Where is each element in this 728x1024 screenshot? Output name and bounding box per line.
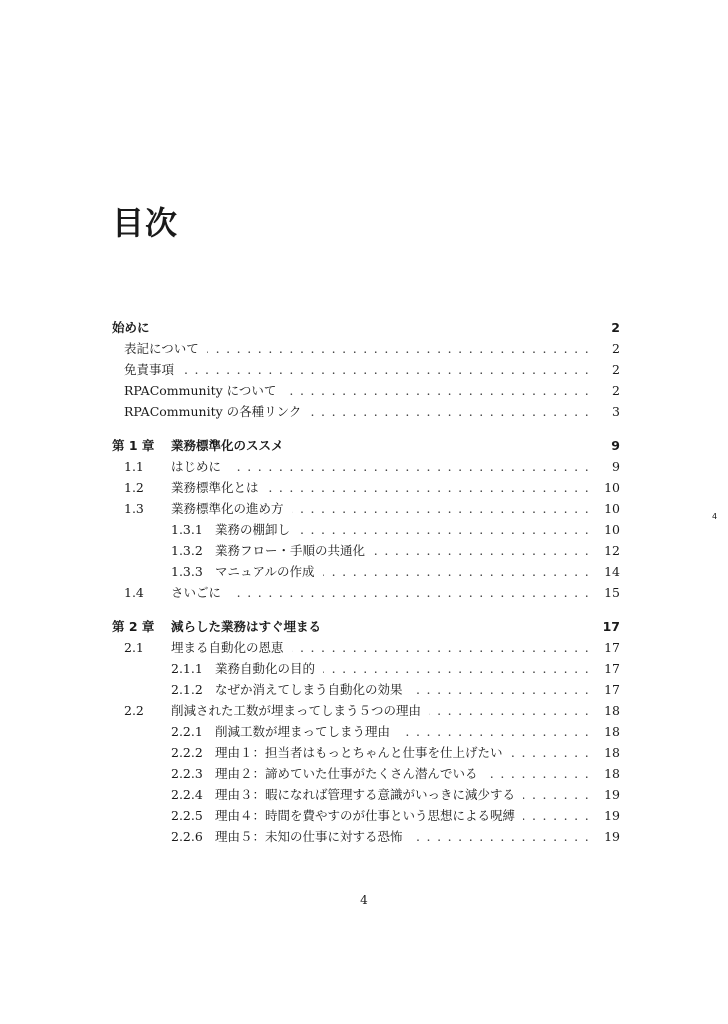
toc-page-number: 19 [604,808,620,823]
toc-entry-text: 免責事項 [124,362,182,377]
toc-subsection-number: 2.2.1 [171,724,203,739]
toc-entry[interactable] [112,338,620,359]
toc-entry-text: マニュアルの作成 [215,564,323,579]
toc-entry[interactable] [112,763,620,784]
toc-chapter-title: 減らした業務はすぐ埋まる [171,619,329,634]
toc-subsection-number: 1.3.3 [171,564,203,579]
toc-entry[interactable] [112,359,620,380]
toc-subsection-number: 2.2.6 [171,829,203,844]
toc-page-number: 17 [602,619,620,634]
toc-entry[interactable] [112,805,620,826]
toc-subsection-number: 2.2.3 [171,766,203,781]
toc-section-number: 2.1 [124,640,144,655]
toc-section-number: 1.4 [124,585,144,600]
toc-page-number: 2 [612,383,620,398]
toc-page-number: 15 [604,585,620,600]
toc-page-number: 17 [604,640,620,655]
toc-section-number: 1.1 [124,459,144,474]
toc-entry[interactable] [112,498,620,519]
toc-subsection-number: 1.3.1 [171,522,203,537]
toc-entry-text: 業務の棚卸し [215,522,298,537]
toc-entry[interactable] [112,679,620,700]
toc-page-number: 9 [611,438,620,453]
toc-entry[interactable] [112,721,620,742]
toc-entry-text: RPACommunity について [124,383,284,398]
toc-page-number: 10 [604,501,620,516]
toc-entry-text: 表記について [124,341,207,356]
page-title: 目次 [112,204,179,242]
toc-page-number: 10 [604,480,620,495]
toc-section-number: 2.2 [124,703,144,718]
toc-chapter-1[interactable] [112,435,620,456]
toc-page-number: 18 [604,724,620,739]
toc-page-number: 17 [604,682,620,697]
toc-entry-text: 埋まる自動化の恩恵 [171,640,292,655]
toc-entry[interactable] [112,380,620,401]
toc-entry[interactable] [112,700,620,721]
toc-entry-text: 削減工数が埋まってしまう理由 [215,724,398,739]
toc-entry-text: 始めに [112,317,590,338]
toc-entry[interactable] [112,561,620,582]
toc-entry-text: 業務自動化の目的 [215,661,323,676]
toc-entry-text: さいごに [171,585,229,600]
toc-entry[interactable] [112,477,620,498]
toc-page-number: 2 [612,341,620,356]
toc-entry[interactable] [112,519,620,540]
toc-entry-text: 削減された工数が埋まってしまう５つの理由 [171,703,429,718]
toc-entry[interactable] [112,637,620,658]
toc-page-number: 17 [604,661,620,676]
toc-entry-text: 理由２：諦めていた仕事がたくさん潜んでいる [215,766,486,781]
toc-page-number: 2 [612,362,620,377]
toc-chapter-title: 業務標準化のススメ [171,438,292,453]
margin-page-marker: 4 [712,512,718,521]
toc-entry[interactable] [112,456,620,477]
toc-page-number: 18 [604,745,620,760]
toc-entry-text: 業務標準化の進め方 [171,501,292,516]
toc-entry-text: 業務フロー・手順の共通化 [215,543,373,558]
toc-entry[interactable] [112,742,620,763]
toc-entry-text: はじめに [171,459,229,474]
toc-entry-text: 理由１：担当者はもっとちゃんと仕事を仕上げたい [215,745,511,760]
toc-front-heading[interactable] [112,317,620,338]
toc-entry[interactable] [112,582,620,603]
toc-page-number: 10 [604,522,620,537]
toc-subsection-number: 1.3.2 [171,543,203,558]
toc-subsection-number: 2.2.5 [171,808,203,823]
toc-entry-text: 理由４：時間を費やすのが仕事という思想による呪縛 [215,808,523,823]
toc-subsection-number: 2.1.2 [171,682,203,697]
toc-entry-text: 理由５：未知の仕事に対する恐怖 [215,829,411,844]
toc-page-number: 2 [611,320,620,335]
table-of-contents [112,317,620,847]
toc-entry-text: RPACommunity の各種リンク [124,404,309,419]
toc-section-number: 1.3 [124,501,144,516]
toc-entry[interactable] [112,540,620,561]
toc-page-number: 19 [604,829,620,844]
toc-entry[interactable] [112,826,620,847]
toc-page-number: 18 [604,766,620,781]
toc-page-number: 9 [612,459,620,474]
toc-entry[interactable] [112,401,620,422]
toc-subsection-number: 2.2.2 [171,745,203,760]
toc-subsection-number: 2.2.4 [171,787,203,802]
toc-page-number: 19 [604,787,620,802]
toc-page-number: 3 [612,404,620,419]
toc-entry-text: 理由３：暇になれば管理する意識がいっきに減少する [215,787,523,802]
toc-entry-text: 業務標準化とは [171,480,267,495]
toc-chapter-2[interactable] [112,616,620,637]
toc-entry[interactable] [112,658,620,679]
toc-page-number: 12 [604,543,620,558]
toc-subsection-number: 2.1.1 [171,661,203,676]
toc-entry-text: なぜか消えてしまう自動化の効果 [215,682,411,697]
toc-chapter-number: 第 1 章 [112,438,155,453]
footer-page-number: 4 [360,893,368,907]
toc-page-number: 14 [604,564,620,579]
toc-page-number: 18 [604,703,620,718]
toc-section-number: 1.2 [124,480,144,495]
toc-entry[interactable] [112,784,620,805]
toc-chapter-number: 第 2 章 [112,619,155,634]
